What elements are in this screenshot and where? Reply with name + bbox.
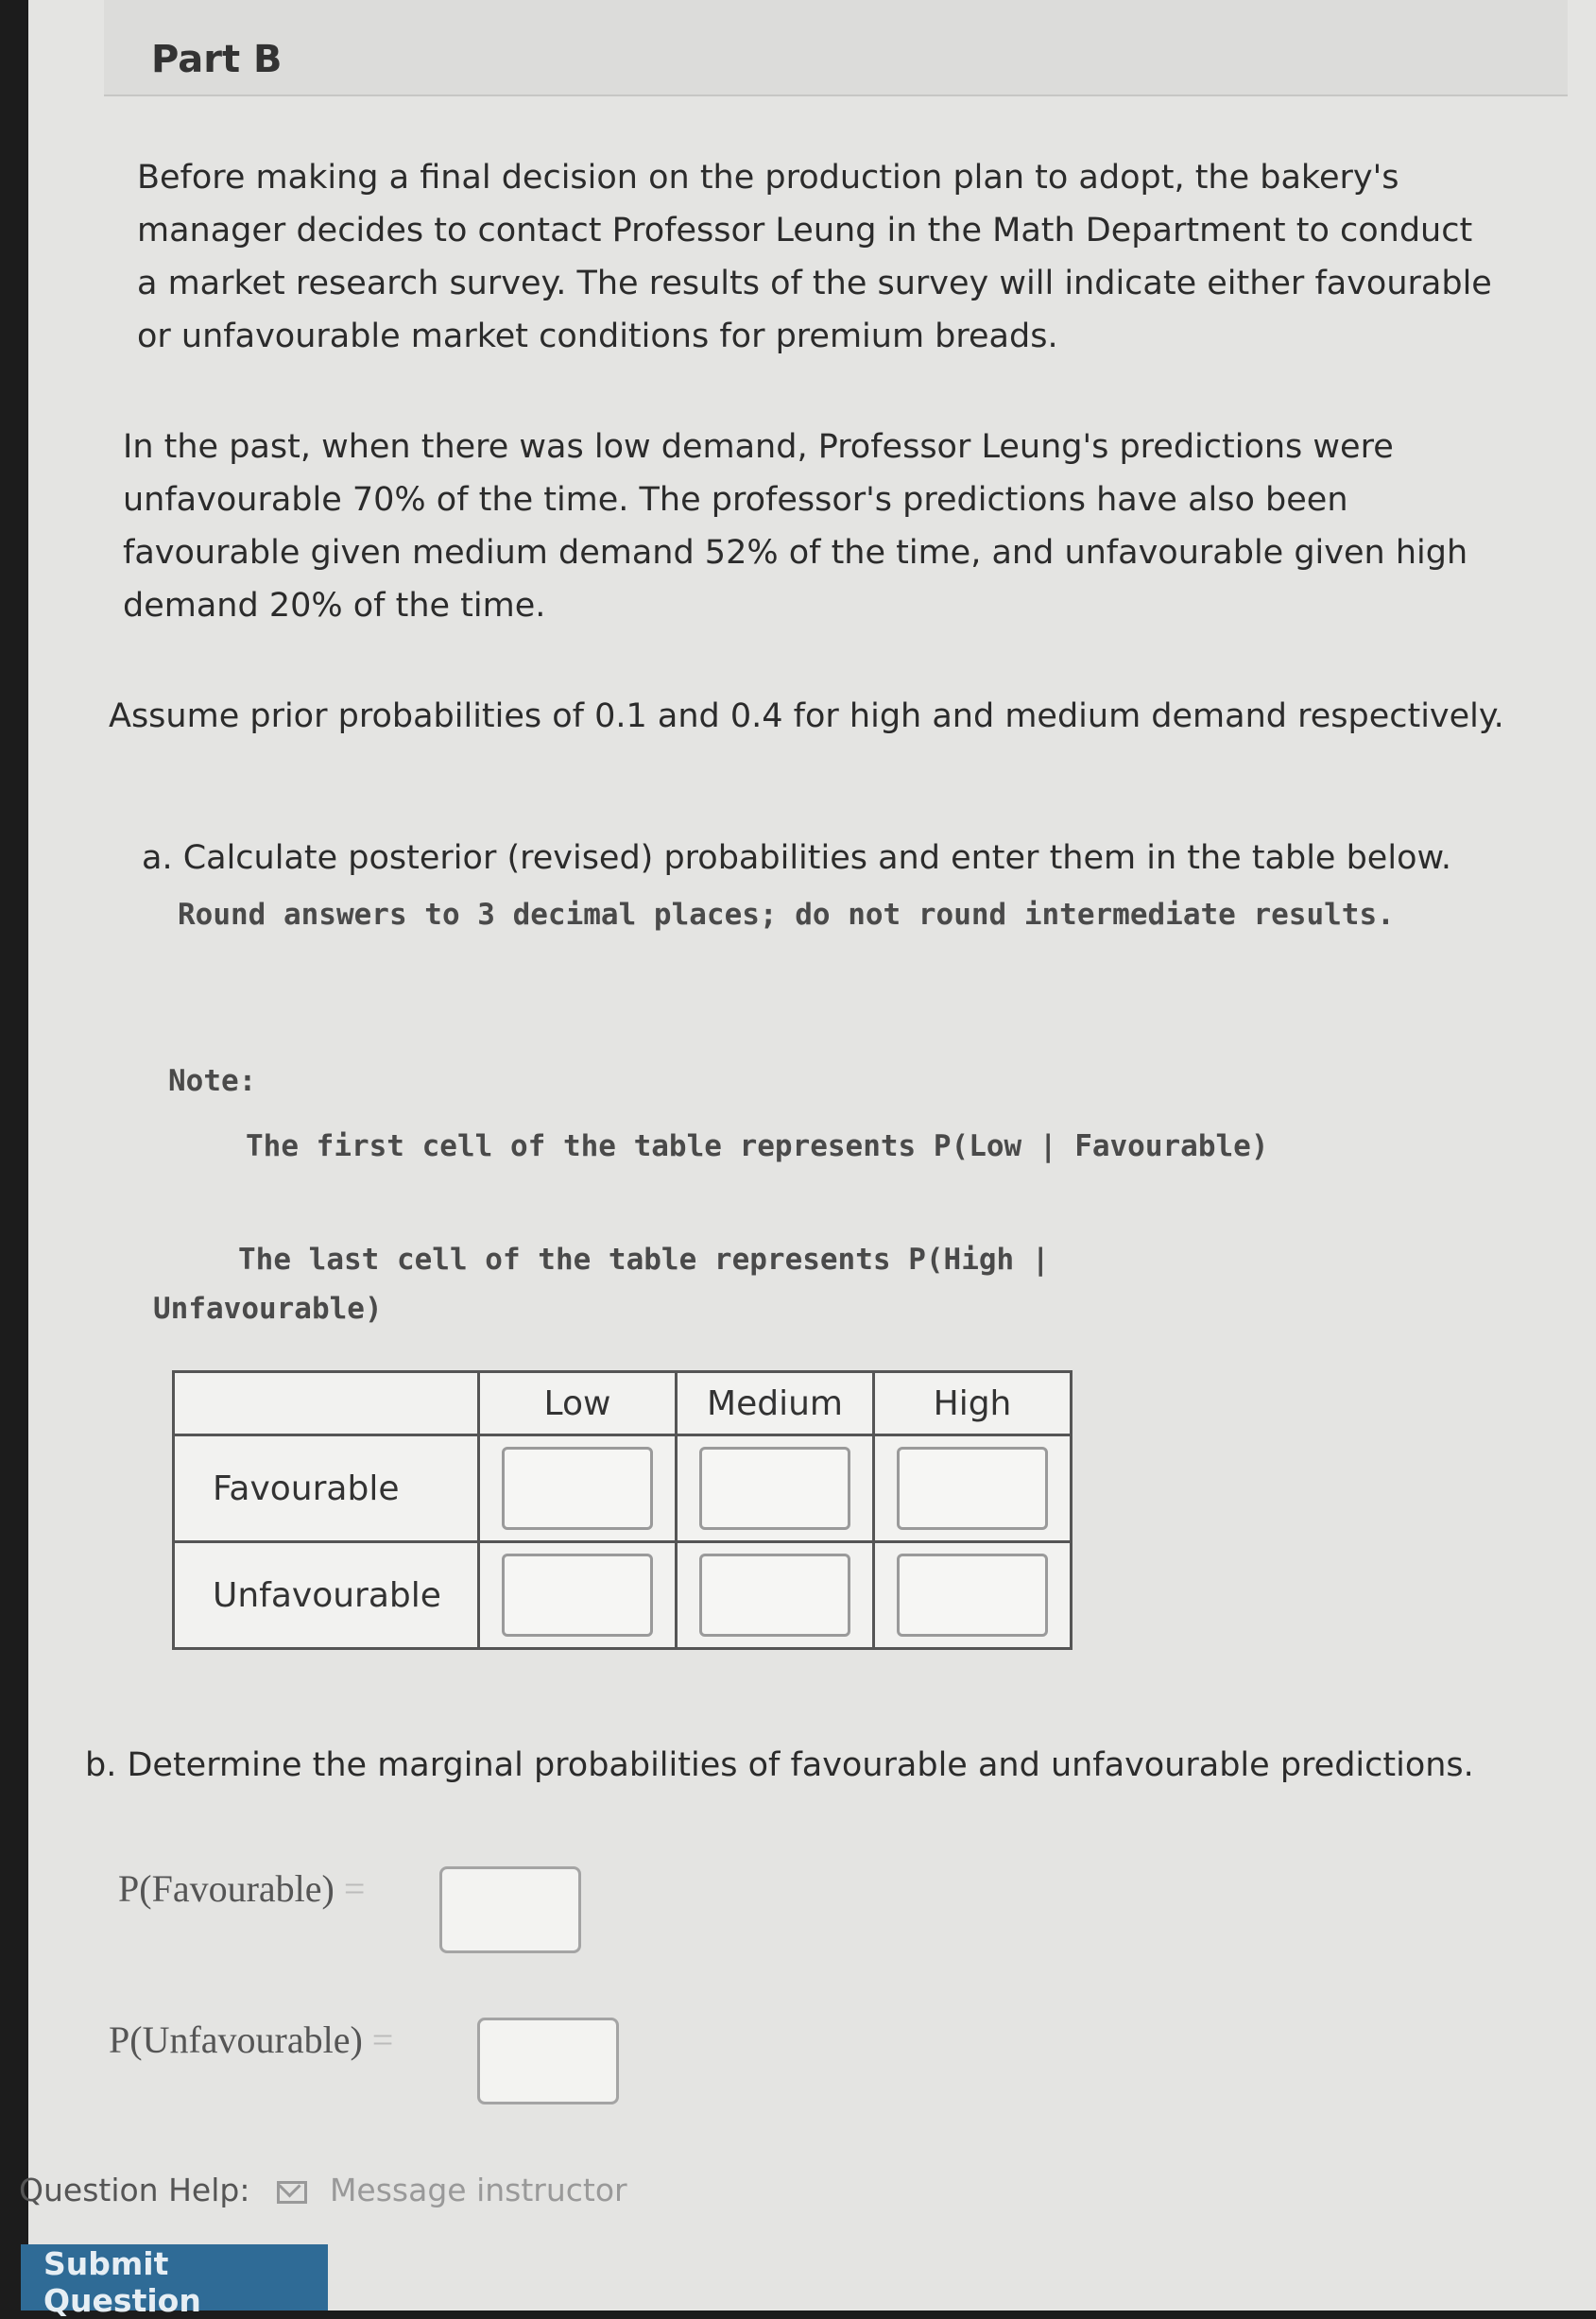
rounding-instruction: Round answers to 3 decimal places; do not round intermediate results. bbox=[178, 898, 1395, 932]
note-first-cell: The first cell of the table represents P(Low | Favourable) bbox=[246, 1129, 1269, 1163]
note-label: Note: bbox=[168, 1064, 257, 1098]
note-last-cell: The last cell of the table represents P(High | Unfavourable) bbox=[153, 1243, 1050, 1326]
p-low-unfavourable-input[interactable] bbox=[502, 1554, 653, 1637]
question-help bbox=[19, 2172, 627, 2208]
message-instructor-link[interactable]: Message instructor bbox=[329, 2172, 627, 2208]
equals-sign: = bbox=[371, 2018, 394, 2061]
priors-paragraph: Assume prior probabilities of 0.1 and 0.4 for high and medium demand respectively. bbox=[109, 697, 1504, 735]
history-paragraph: In the past, when there was low demand, Professor Leung's predictions were unfavourable 70% of the time. The professor's predictions have also been favourable given medium demand 52% of the time, and unfavourable given high demand 20% of the time. bbox=[123, 428, 1468, 625]
column-header: Low bbox=[479, 1372, 677, 1435]
row-label-favourable: Favourable bbox=[174, 1435, 479, 1542]
p-favourable-expression bbox=[118, 1866, 374, 1911]
table-cell bbox=[677, 1542, 874, 1649]
previous-part-header bbox=[104, 0, 1568, 96]
table-cell bbox=[479, 1435, 677, 1542]
submit-question-button[interactable]: Submit Question bbox=[21, 2244, 328, 2310]
table-row bbox=[174, 1542, 1072, 1649]
table-cell bbox=[479, 1542, 677, 1649]
table-cell bbox=[874, 1542, 1072, 1649]
p-high-favourable-input[interactable] bbox=[897, 1447, 1048, 1530]
table-header-row bbox=[174, 1372, 1072, 1435]
p-unfavourable-expression bbox=[109, 2018, 403, 2062]
mail-icon bbox=[277, 2181, 307, 2204]
p-favourable-label: P(Favourable) bbox=[118, 1867, 335, 1910]
intro-paragraph: Before making a final decision on the production plan to adopt, the bakery's manager decides to contact Professor Leung in the Math Department to conduct a market research survey. The results of the survey will indicate either favourable or unfavourable market conditions for premium breads. bbox=[137, 159, 1492, 355]
p-favourable-input[interactable] bbox=[439, 1866, 581, 1953]
table-corner bbox=[174, 1372, 479, 1435]
p-medium-unfavourable-input[interactable] bbox=[699, 1554, 850, 1637]
p-unfavourable-label: P(Unfavourable) bbox=[109, 2018, 363, 2061]
p-low-favourable-input[interactable] bbox=[502, 1447, 653, 1530]
p-unfavourable-input[interactable] bbox=[477, 2018, 619, 2104]
row-label-unfavourable: Unfavourable bbox=[174, 1542, 479, 1649]
part-title: Part B bbox=[151, 38, 283, 81]
equals-sign: = bbox=[343, 1867, 366, 1910]
question-a-label: a. Calculate posterior (revised) probabilities and enter them in the table below. bbox=[142, 839, 1452, 877]
table-cell bbox=[677, 1435, 874, 1542]
question-help-label: Question Help: bbox=[19, 2172, 250, 2208]
column-header: High bbox=[874, 1372, 1072, 1435]
p-high-unfavourable-input[interactable] bbox=[897, 1554, 1048, 1637]
posterior-table bbox=[172, 1370, 1073, 1650]
p-medium-favourable-input[interactable] bbox=[699, 1447, 850, 1530]
column-header: Medium bbox=[677, 1372, 874, 1435]
table-cell bbox=[874, 1435, 1072, 1542]
question-b-label: b. Determine the marginal probabilities of favourable and unfavourable predictions. bbox=[85, 1746, 1474, 1784]
table-row bbox=[174, 1435, 1072, 1542]
